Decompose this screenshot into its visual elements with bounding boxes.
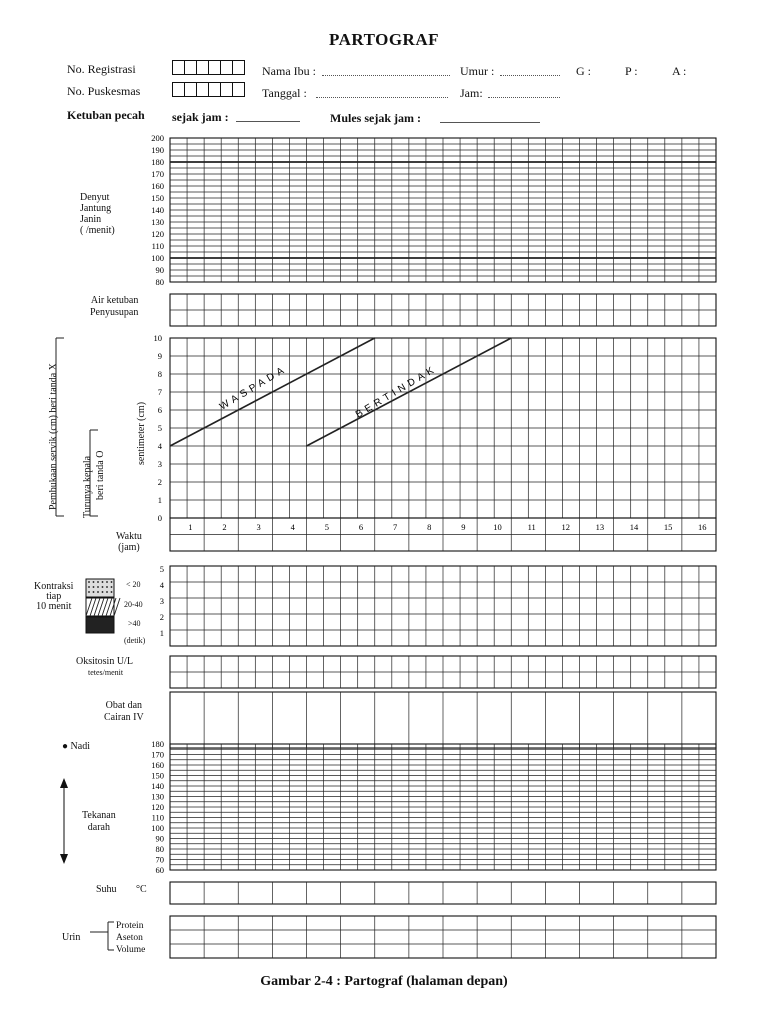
arrow-down-icon bbox=[60, 854, 68, 864]
fhr-tick: 100 bbox=[151, 253, 164, 263]
hour-label: 13 bbox=[595, 522, 605, 532]
legend-dot bbox=[88, 586, 90, 588]
fhr-tick: 120 bbox=[151, 229, 164, 239]
waspada-label: WASPADA bbox=[217, 363, 290, 413]
cervix-tick: 6 bbox=[157, 405, 162, 415]
hour-label: 3 bbox=[256, 522, 261, 532]
legend-dot bbox=[97, 591, 99, 593]
legend-dot bbox=[93, 581, 95, 583]
bp-tick: 140 bbox=[151, 781, 164, 791]
hour-label: 16 bbox=[698, 522, 707, 532]
g-label: G : bbox=[576, 64, 591, 78]
tekanan-label: Tekanan darah bbox=[82, 810, 116, 833]
oksitosin-label: Oksitosin U/L tetes/menit bbox=[76, 656, 133, 677]
fhr-label: Denyut Jantung Janin ( /menit) bbox=[80, 192, 115, 236]
kontraksi-tick: 2 bbox=[159, 612, 164, 622]
pembukaan-servik-label: Pembukaan servik (cm) beri tanda X bbox=[48, 363, 59, 510]
sejak-jam-label: sejak jam : bbox=[172, 110, 229, 124]
legend-dot bbox=[106, 586, 108, 588]
hour-label: 9 bbox=[461, 522, 466, 532]
fhr-tick: 90 bbox=[155, 265, 164, 275]
cervix-tick: 0 bbox=[157, 513, 162, 523]
cervix-tick: 10 bbox=[153, 333, 162, 343]
legend-dot bbox=[111, 586, 113, 588]
hour-label: 11 bbox=[527, 522, 536, 532]
bp-tick: 150 bbox=[151, 770, 164, 781]
a-label: A : bbox=[672, 64, 687, 78]
nadi-label: ● Nadi bbox=[62, 741, 90, 752]
legend-dot bbox=[97, 586, 99, 588]
cervix-tick: 9 bbox=[157, 351, 162, 361]
bertindak-label: BERTINDAK bbox=[353, 363, 440, 421]
fhr-tick: 170 bbox=[151, 169, 164, 179]
nama-ibu-label: Nama Ibu : bbox=[262, 64, 316, 78]
fhr-tick: 180 bbox=[151, 157, 164, 167]
legend-detik: (detik) bbox=[124, 636, 146, 645]
kontraksi-label: Kontraksi tiap 10 menit bbox=[34, 581, 74, 612]
legend-dot bbox=[88, 581, 90, 583]
dot-icon: ● bbox=[62, 741, 69, 752]
hour-label: 7 bbox=[393, 522, 398, 532]
legend-20-40: 20-40 bbox=[124, 600, 143, 609]
bp-tick: 160 bbox=[151, 760, 164, 770]
arrow-up-icon bbox=[60, 778, 68, 788]
beri-tanda-o-label: beri tanda O bbox=[95, 450, 106, 500]
legend-lt20: < 20 bbox=[126, 580, 141, 589]
legend-dot bbox=[106, 581, 108, 583]
turunya-kepala-label: Turunya kepala bbox=[82, 455, 93, 518]
legend-dot bbox=[111, 581, 113, 583]
hour-label: 2 bbox=[222, 522, 227, 532]
kontraksi-tick: 4 bbox=[159, 580, 164, 590]
air-ketuban-label: Air ketuban Penyusupan bbox=[90, 295, 139, 318]
hour-label: 12 bbox=[561, 522, 571, 532]
bp-tick: 170 bbox=[151, 749, 164, 760]
cervix-tick: 2 bbox=[157, 477, 162, 487]
waktu-label: Waktu (jam) bbox=[116, 531, 142, 553]
fhr-tick: 190 bbox=[151, 145, 164, 155]
cervix-tick: 5 bbox=[157, 423, 162, 433]
figure-caption: Gambar 2-4 : Partograf (halaman depan) bbox=[260, 974, 508, 989]
hour-label: 4 bbox=[290, 522, 295, 532]
tanggal-label: Tanggal : bbox=[262, 86, 307, 100]
bp-tick: 90 bbox=[155, 833, 164, 844]
fhr-tick: 80 bbox=[155, 277, 164, 287]
hour-label: 10 bbox=[493, 522, 502, 532]
hour-label: 1 bbox=[188, 522, 193, 532]
suhu-unit: °C bbox=[136, 884, 147, 895]
cervix-tick: 1 bbox=[157, 495, 162, 505]
hour-label: 8 bbox=[427, 522, 432, 532]
fhr-tick: 160 bbox=[151, 181, 164, 191]
legend-dot bbox=[111, 591, 113, 593]
fhr-tick: 140 bbox=[151, 205, 164, 215]
legend-dot bbox=[88, 591, 90, 593]
ketuban-pecah-label: Ketuban pecah bbox=[67, 108, 145, 122]
cervix-tick: 3 bbox=[157, 459, 162, 469]
fhr-tick: 130 bbox=[151, 217, 164, 227]
legend-dot bbox=[106, 591, 108, 593]
suhu-label: Suhu bbox=[96, 884, 117, 895]
legend-dot bbox=[93, 591, 95, 593]
legend-dotted-box bbox=[86, 579, 114, 597]
jam-label: Jam: bbox=[460, 86, 483, 100]
bp-tick: 110 bbox=[151, 812, 164, 823]
hour-label: 14 bbox=[629, 522, 639, 532]
obat-label: Obat dan Cairan IV bbox=[104, 700, 144, 723]
hour-label: 15 bbox=[663, 522, 673, 532]
legend-dot bbox=[97, 581, 99, 583]
fhr-tick: 200 bbox=[151, 133, 164, 143]
umur-label: Umur : bbox=[460, 64, 495, 78]
hour-label: 5 bbox=[324, 522, 330, 532]
bp-tick: 100 bbox=[151, 823, 164, 833]
cervix-tick: 8 bbox=[157, 369, 162, 379]
kontraksi-tick: 3 bbox=[159, 596, 164, 606]
sentimeter-label: sentimeter (cm) bbox=[136, 401, 147, 465]
no-registrasi-label: No. Registrasi bbox=[67, 62, 136, 76]
legend-gt40: >40 bbox=[128, 619, 141, 628]
no-puskesmas-label: No. Puskesmas bbox=[67, 84, 141, 98]
bp-tick: 70 bbox=[155, 854, 164, 865]
page-title: PARTOGRAF bbox=[329, 30, 439, 49]
p-label: P : bbox=[625, 64, 638, 78]
cervix-tick: 7 bbox=[157, 387, 162, 397]
legend-dot bbox=[93, 586, 95, 588]
urin-label: Urin bbox=[62, 932, 81, 943]
bp-tick: 180 bbox=[151, 739, 164, 749]
bp-tick: 80 bbox=[155, 844, 164, 854]
legend-hatched-box bbox=[86, 598, 114, 616]
hour-label: 6 bbox=[358, 522, 364, 532]
bp-tick: 60 bbox=[155, 865, 164, 875]
bp-tick: 130 bbox=[151, 791, 164, 802]
kontraksi-tick: 1 bbox=[159, 628, 164, 638]
legend-dot bbox=[102, 586, 104, 588]
urin-items: Protein Aseton Volume bbox=[116, 921, 146, 955]
kontraksi-tick: 5 bbox=[159, 564, 164, 574]
bp-tick: 120 bbox=[151, 802, 164, 812]
cervix-tick: 4 bbox=[157, 441, 162, 451]
legend-dot bbox=[102, 591, 104, 593]
legend-solid-box bbox=[86, 617, 114, 633]
fhr-tick: 110 bbox=[151, 241, 164, 251]
mules-sejak-jam-label: Mules sejak jam : bbox=[330, 111, 421, 125]
legend-dot bbox=[102, 581, 104, 583]
fhr-tick: 150 bbox=[151, 193, 164, 203]
